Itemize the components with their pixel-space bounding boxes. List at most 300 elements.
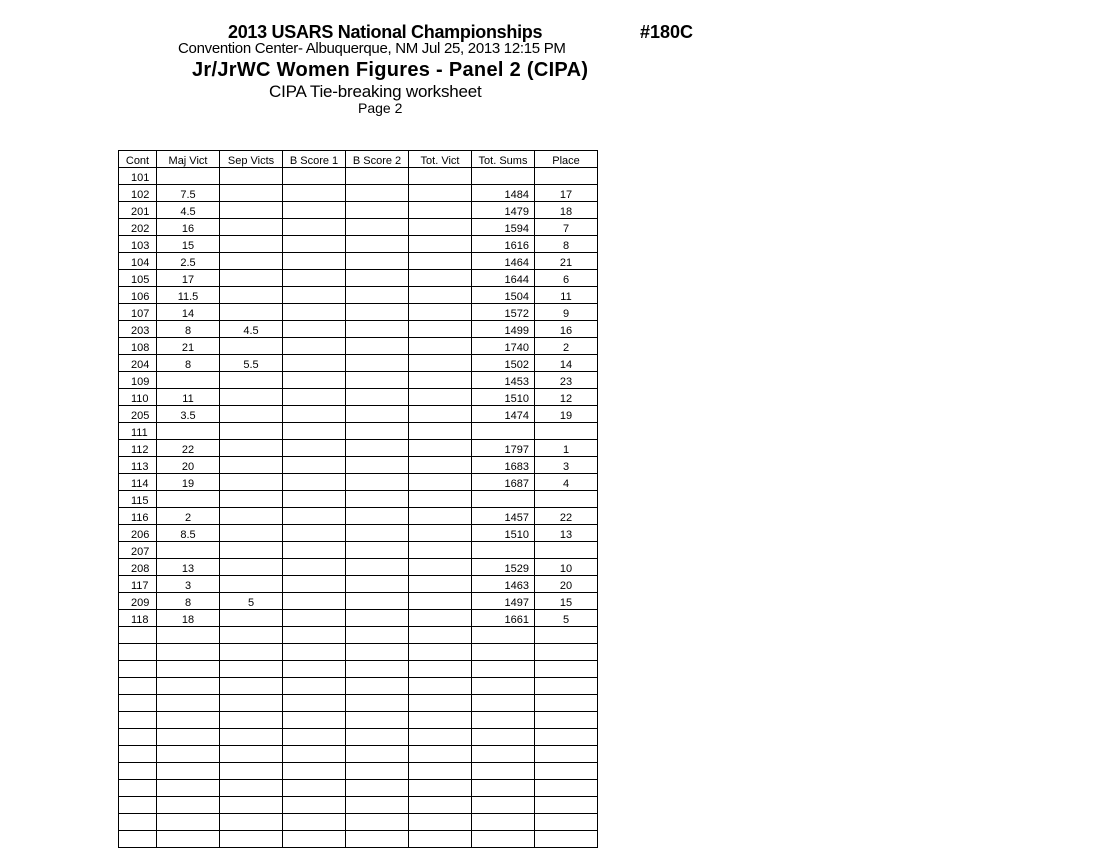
cell-b-score-1 — [283, 457, 346, 474]
cell-b-score-1 — [283, 168, 346, 185]
table-row — [119, 372, 598, 389]
empty-cell — [346, 797, 409, 814]
cell-maj-vict: 20 — [157, 457, 220, 474]
empty-cell — [283, 695, 346, 712]
cell-tot-sums: 1687 — [472, 474, 535, 491]
column-header-maj-vict: Maj Vict — [157, 151, 220, 168]
blank-table-row — [119, 712, 598, 729]
cell-b-score-2 — [346, 423, 409, 440]
empty-cell — [220, 746, 283, 763]
cell-place: 6 — [535, 270, 598, 287]
empty-cell — [346, 678, 409, 695]
empty-cell — [535, 729, 598, 746]
cell-maj-vict: 2 — [157, 508, 220, 525]
cell-tot-sums: 1510 — [472, 525, 535, 542]
cell-place: 3 — [535, 457, 598, 474]
blank-table-row — [119, 661, 598, 678]
cell-b-score-2 — [346, 355, 409, 372]
empty-cell — [346, 814, 409, 831]
cell-place: 2 — [535, 338, 598, 355]
cell-cont: 107 — [119, 304, 157, 321]
cell-b-score-1 — [283, 202, 346, 219]
cell-tot-vict — [409, 559, 472, 576]
cell-sep-victs — [220, 168, 283, 185]
empty-cell — [472, 627, 535, 644]
cell-cont: 205 — [119, 406, 157, 423]
cell-tot-vict — [409, 219, 472, 236]
empty-cell — [409, 797, 472, 814]
cell-b-score-1 — [283, 542, 346, 559]
cell-tot-sums: 1463 — [472, 576, 535, 593]
cell-tot-vict — [409, 202, 472, 219]
cell-cont: 206 — [119, 525, 157, 542]
blank-table-row — [119, 831, 598, 848]
cell-b-score-1 — [283, 338, 346, 355]
cell-maj-vict: 17 — [157, 270, 220, 287]
empty-cell — [283, 763, 346, 780]
cell-sep-victs: 4.5 — [220, 321, 283, 338]
empty-cell — [220, 661, 283, 678]
cell-tot-vict — [409, 440, 472, 457]
table-row — [119, 355, 598, 372]
cell-b-score-2 — [346, 372, 409, 389]
cell-b-score-2 — [346, 576, 409, 593]
cell-tot-sums: 1529 — [472, 559, 535, 576]
cell-sep-victs — [220, 576, 283, 593]
cell-cont: 112 — [119, 440, 157, 457]
table-row — [119, 491, 598, 508]
cell-sep-victs — [220, 253, 283, 270]
empty-cell — [409, 746, 472, 763]
cell-b-score-2 — [346, 457, 409, 474]
cell-tot-vict — [409, 236, 472, 253]
cell-sep-victs — [220, 457, 283, 474]
cell-b-score-2 — [346, 253, 409, 270]
empty-cell — [157, 678, 220, 695]
cell-maj-vict: 21 — [157, 338, 220, 355]
table-row — [119, 338, 598, 355]
empty-cell — [283, 627, 346, 644]
cell-b-score-2 — [346, 304, 409, 321]
empty-cell — [472, 797, 535, 814]
blank-table-row — [119, 780, 598, 797]
empty-cell — [409, 763, 472, 780]
cell-b-score-1 — [283, 321, 346, 338]
cell-sep-victs — [220, 202, 283, 219]
cell-maj-vict: 8.5 — [157, 525, 220, 542]
cell-b-score-2 — [346, 287, 409, 304]
cell-maj-vict: 14 — [157, 304, 220, 321]
column-header-tot-sums: Tot. Sums — [472, 151, 535, 168]
empty-cell — [220, 797, 283, 814]
empty-cell — [157, 661, 220, 678]
table-header-row — [119, 151, 598, 168]
cell-place: 8 — [535, 236, 598, 253]
blank-table-row — [119, 763, 598, 780]
cell-maj-vict: 2.5 — [157, 253, 220, 270]
cell-cont: 109 — [119, 372, 157, 389]
cell-tot-vict — [409, 610, 472, 627]
empty-cell — [119, 746, 157, 763]
cell-place — [535, 168, 598, 185]
cell-b-score-2 — [346, 525, 409, 542]
cell-b-score-1 — [283, 185, 346, 202]
championship-title: 2013 USARS National Championships — [228, 22, 543, 42]
cell-cont: 111 — [119, 423, 157, 440]
cell-cont: 105 — [119, 270, 157, 287]
cell-sep-victs: 5 — [220, 593, 283, 610]
empty-cell — [283, 678, 346, 695]
empty-cell — [220, 814, 283, 831]
empty-cell — [157, 712, 220, 729]
cell-tot-vict — [409, 593, 472, 610]
cell-maj-vict — [157, 491, 220, 508]
empty-cell — [535, 780, 598, 797]
empty-cell — [472, 763, 535, 780]
blank-table-row — [119, 746, 598, 763]
cell-b-score-2 — [346, 321, 409, 338]
cell-sep-victs — [220, 542, 283, 559]
cell-cont: 209 — [119, 593, 157, 610]
cell-sep-victs — [220, 236, 283, 253]
empty-cell — [346, 644, 409, 661]
empty-cell — [346, 712, 409, 729]
cell-place — [535, 423, 598, 440]
worksheet-subtitle: CIPA Tie-breaking worksheet — [269, 82, 482, 101]
empty-cell — [157, 797, 220, 814]
table-row — [119, 406, 598, 423]
cell-tot-sums — [472, 423, 535, 440]
page-number: Page 2 — [358, 100, 403, 116]
cell-tot-sums — [472, 168, 535, 185]
cell-b-score-2 — [346, 508, 409, 525]
cell-b-score-1 — [283, 576, 346, 593]
empty-cell — [472, 678, 535, 695]
empty-cell — [220, 712, 283, 729]
cell-tot-sums: 1661 — [472, 610, 535, 627]
cell-sep-victs — [220, 559, 283, 576]
empty-cell — [472, 831, 535, 848]
cell-b-score-2 — [346, 610, 409, 627]
empty-cell — [157, 644, 220, 661]
cell-cont: 207 — [119, 542, 157, 559]
cell-tot-sums: 1740 — [472, 338, 535, 355]
cell-tot-sums: 1644 — [472, 270, 535, 287]
cell-place: 22 — [535, 508, 598, 525]
empty-cell — [119, 814, 157, 831]
blank-table-row — [119, 644, 598, 661]
table-row — [119, 508, 598, 525]
empty-cell — [220, 644, 283, 661]
table-row — [119, 542, 598, 559]
cell-maj-vict: 8 — [157, 593, 220, 610]
cell-tot-vict — [409, 508, 472, 525]
cell-place: 19 — [535, 406, 598, 423]
empty-cell — [283, 797, 346, 814]
cell-maj-vict — [157, 372, 220, 389]
cell-cont: 201 — [119, 202, 157, 219]
event-code: #180C — [640, 22, 694, 42]
cell-place: 11 — [535, 287, 598, 304]
empty-cell — [535, 814, 598, 831]
cell-tot-sums: 1572 — [472, 304, 535, 321]
empty-cell — [346, 729, 409, 746]
cell-tot-vict — [409, 321, 472, 338]
cell-b-score-2 — [346, 593, 409, 610]
empty-cell — [535, 712, 598, 729]
cell-b-score-1 — [283, 219, 346, 236]
cell-place: 7 — [535, 219, 598, 236]
cell-maj-vict: 16 — [157, 219, 220, 236]
empty-cell — [157, 627, 220, 644]
cell-sep-victs: 5.5 — [220, 355, 283, 372]
cell-tot-vict — [409, 338, 472, 355]
cell-tot-vict — [409, 474, 472, 491]
cell-maj-vict — [157, 423, 220, 440]
cell-place: 13 — [535, 525, 598, 542]
cell-b-score-2 — [346, 338, 409, 355]
empty-cell — [283, 831, 346, 848]
cell-tot-sums: 1510 — [472, 389, 535, 406]
empty-cell — [346, 746, 409, 763]
blank-table-row — [119, 678, 598, 695]
cell-tot-vict — [409, 253, 472, 270]
empty-cell — [472, 644, 535, 661]
tie-breaking-table — [118, 150, 598, 848]
cell-b-score-1 — [283, 559, 346, 576]
cell-sep-victs — [220, 338, 283, 355]
cell-cont: 117 — [119, 576, 157, 593]
cell-tot-vict — [409, 185, 472, 202]
cell-sep-victs — [220, 389, 283, 406]
blank-table-row — [119, 797, 598, 814]
cell-cont: 104 — [119, 253, 157, 270]
cell-place: 16 — [535, 321, 598, 338]
cell-tot-vict — [409, 406, 472, 423]
cell-b-score-2 — [346, 236, 409, 253]
cell-tot-vict — [409, 389, 472, 406]
cell-b-score-2 — [346, 202, 409, 219]
cell-place: 1 — [535, 440, 598, 457]
cell-cont: 113 — [119, 457, 157, 474]
empty-cell — [119, 678, 157, 695]
cell-sep-victs — [220, 491, 283, 508]
cell-tot-sums — [472, 491, 535, 508]
empty-cell — [283, 814, 346, 831]
cell-place: 17 — [535, 185, 598, 202]
cell-b-score-1 — [283, 270, 346, 287]
cell-sep-victs — [220, 474, 283, 491]
empty-cell — [119, 729, 157, 746]
empty-cell — [472, 814, 535, 831]
cell-place: 9 — [535, 304, 598, 321]
cell-tot-sums: 1499 — [472, 321, 535, 338]
cell-sep-victs — [220, 423, 283, 440]
empty-cell — [535, 661, 598, 678]
table-row — [119, 576, 598, 593]
cell-b-score-2 — [346, 542, 409, 559]
empty-cell — [157, 814, 220, 831]
cell-sep-victs — [220, 525, 283, 542]
cell-tot-sums — [472, 542, 535, 559]
empty-cell — [472, 695, 535, 712]
table-row — [119, 593, 598, 610]
empty-cell — [472, 780, 535, 797]
column-header-place: Place — [535, 151, 598, 168]
empty-cell — [409, 814, 472, 831]
cell-cont: 208 — [119, 559, 157, 576]
cell-b-score-1 — [283, 287, 346, 304]
empty-cell — [283, 661, 346, 678]
table-row — [119, 236, 598, 253]
empty-cell — [157, 780, 220, 797]
cell-maj-vict: 11 — [157, 389, 220, 406]
empty-cell — [409, 729, 472, 746]
cell-tot-vict — [409, 525, 472, 542]
column-header-sep-victs: Sep Victs — [220, 151, 283, 168]
empty-cell — [346, 695, 409, 712]
cell-maj-vict: 13 — [157, 559, 220, 576]
cell-maj-vict — [157, 168, 220, 185]
table-row — [119, 270, 598, 287]
empty-cell — [283, 644, 346, 661]
cell-tot-sums: 1479 — [472, 202, 535, 219]
blank-table-row — [119, 695, 598, 712]
empty-cell — [220, 780, 283, 797]
cell-maj-vict: 7.5 — [157, 185, 220, 202]
empty-cell — [409, 627, 472, 644]
empty-cell — [409, 678, 472, 695]
column-header-tot-vict: Tot. Vict — [409, 151, 472, 168]
cell-cont: 202 — [119, 219, 157, 236]
cell-maj-vict: 19 — [157, 474, 220, 491]
table-row — [119, 168, 598, 185]
empty-cell — [220, 627, 283, 644]
cell-sep-victs — [220, 372, 283, 389]
cell-sep-victs — [220, 287, 283, 304]
cell-maj-vict: 22 — [157, 440, 220, 457]
empty-cell — [535, 644, 598, 661]
cell-place: 5 — [535, 610, 598, 627]
cell-b-score-2 — [346, 219, 409, 236]
empty-cell — [220, 763, 283, 780]
cell-tot-vict — [409, 372, 472, 389]
empty-cell — [472, 661, 535, 678]
table-row — [119, 321, 598, 338]
cell-tot-vict — [409, 270, 472, 287]
empty-cell — [346, 627, 409, 644]
empty-cell — [409, 695, 472, 712]
cell-sep-victs — [220, 440, 283, 457]
cell-sep-victs — [220, 610, 283, 627]
cell-b-score-2 — [346, 491, 409, 508]
table-row — [119, 423, 598, 440]
cell-b-score-2 — [346, 440, 409, 457]
empty-cell — [157, 695, 220, 712]
cell-cont: 115 — [119, 491, 157, 508]
cell-b-score-2 — [346, 406, 409, 423]
cell-b-score-1 — [283, 372, 346, 389]
cell-place: 15 — [535, 593, 598, 610]
cell-tot-sums: 1453 — [472, 372, 535, 389]
table-row — [119, 440, 598, 457]
empty-cell — [283, 780, 346, 797]
cell-cont: 110 — [119, 389, 157, 406]
cell-tot-vict — [409, 355, 472, 372]
cell-tot-vict — [409, 168, 472, 185]
blank-table-row — [119, 814, 598, 831]
cell-place — [535, 491, 598, 508]
empty-cell — [157, 763, 220, 780]
cell-cont: 108 — [119, 338, 157, 355]
cell-tot-vict — [409, 576, 472, 593]
table-row — [119, 389, 598, 406]
empty-cell — [472, 746, 535, 763]
empty-cell — [283, 746, 346, 763]
cell-cont: 116 — [119, 508, 157, 525]
empty-cell — [535, 763, 598, 780]
cell-place: 21 — [535, 253, 598, 270]
column-header-b-score-2: B Score 2 — [346, 151, 409, 168]
cell-b-score-2 — [346, 474, 409, 491]
cell-place: 10 — [535, 559, 598, 576]
venue-datetime: Convention Center- Albuquerque, NM Jul 25, 2013 12:15 PM — [178, 40, 566, 57]
empty-cell — [119, 712, 157, 729]
empty-cell — [119, 797, 157, 814]
cell-b-score-1 — [283, 406, 346, 423]
cell-tot-sums: 1797 — [472, 440, 535, 457]
table-row — [119, 610, 598, 627]
cell-cont: 118 — [119, 610, 157, 627]
empty-cell — [283, 712, 346, 729]
cell-b-score-2 — [346, 559, 409, 576]
empty-cell — [535, 746, 598, 763]
cell-cont: 114 — [119, 474, 157, 491]
cell-b-score-1 — [283, 253, 346, 270]
event-title: Jr/JrWC Women Figures - Panel 2 (CIPA) — [192, 59, 589, 81]
cell-tot-vict — [409, 491, 472, 508]
cell-cont: 106 — [119, 287, 157, 304]
cell-tot-sums: 1616 — [472, 236, 535, 253]
cell-sep-victs — [220, 406, 283, 423]
empty-cell — [157, 746, 220, 763]
cell-sep-victs — [220, 304, 283, 321]
cell-b-score-1 — [283, 304, 346, 321]
cell-place: 14 — [535, 355, 598, 372]
cell-tot-sums: 1683 — [472, 457, 535, 474]
cell-b-score-2 — [346, 389, 409, 406]
empty-cell — [409, 712, 472, 729]
cell-b-score-1 — [283, 423, 346, 440]
empty-cell — [409, 644, 472, 661]
empty-cell — [409, 780, 472, 797]
empty-cell — [535, 797, 598, 814]
cell-maj-vict: 3 — [157, 576, 220, 593]
cell-tot-sums: 1504 — [472, 287, 535, 304]
cell-b-score-1 — [283, 610, 346, 627]
table-row — [119, 559, 598, 576]
cell-tot-sums: 1474 — [472, 406, 535, 423]
cell-place: 12 — [535, 389, 598, 406]
cell-cont: 103 — [119, 236, 157, 253]
empty-cell — [119, 780, 157, 797]
empty-cell — [119, 763, 157, 780]
cell-tot-sums: 1457 — [472, 508, 535, 525]
cell-b-score-1 — [283, 440, 346, 457]
empty-cell — [346, 661, 409, 678]
cell-tot-vict — [409, 457, 472, 474]
cell-b-score-1 — [283, 508, 346, 525]
